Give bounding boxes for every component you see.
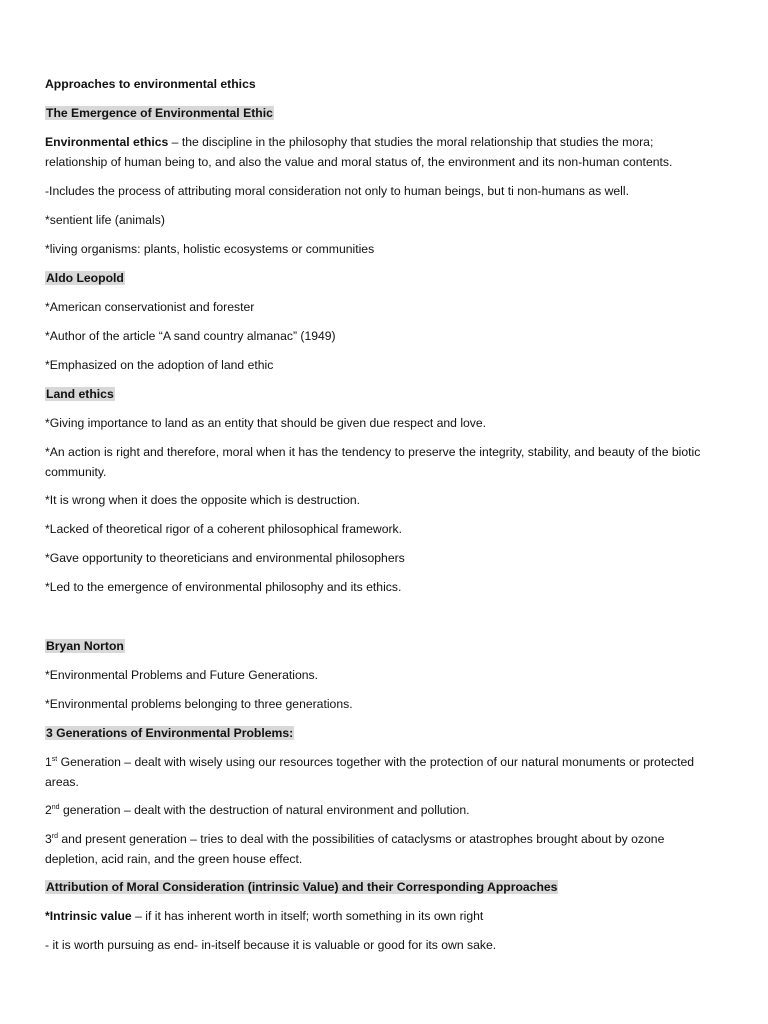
heading-attribution: Attribution of Moral Consideration (intrinsic Value) and their Corresponding Approaches [46, 880, 558, 894]
land-ethics-item: *Giving importance to land as an entity that should be given due respect and love. [45, 416, 487, 430]
land-ethics-item: *Gave opportunity to theoreticians and environmental philosophers [45, 551, 405, 565]
definition-text: – the discipline in the philosophy that studies the moral relationship that studies the mora; relationship of human being to, and also the value and moral status of, the environment and its non-human contents. [45, 135, 673, 169]
norton-item: *Environmental problems belonging to three generations. [45, 697, 353, 711]
heading-norton-line [45, 637, 125, 657]
generation-first [45, 753, 715, 792]
ordinal-suffix: st [51, 756, 58, 763]
generation-text: Generation – dealt with wisely using our resources together with the protection of our natural monuments or protected areas. [45, 755, 695, 789]
generation-second [45, 801, 469, 821]
land-ethics-item: *Led to the emergence of environmental philosophy and its ethics. [45, 580, 402, 594]
generation-number: 2 [45, 803, 52, 817]
document-title: Approaches to environmental ethics [45, 77, 256, 91]
ordinal-suffix: nd [51, 804, 60, 811]
generation-text: and present generation – tries to deal with the possibilities of cataclysms or atastrophes brought about by ozone depletion, acid rain, and the green house effect. [45, 832, 665, 866]
generation-number: 1 [45, 755, 52, 769]
leopold-item: *Emphasized on the adoption of land ethic [45, 358, 274, 372]
bullet-living-organisms: *living organisms: plants, holistic ecosystems or communities [45, 242, 375, 256]
heading-bryan-norton: Bryan Norton [46, 639, 124, 653]
norton-item: *Environmental Problems and Future Generations. [45, 668, 319, 682]
intrinsic-value-text: – if it has inherent worth in itself; worth something in its own right [131, 909, 484, 923]
heading-generations-line [45, 724, 294, 744]
land-ethics-item: *An action is right and therefore, moral when it has the tendency to preserve the integrity, stability, and beauty of the biotic community. [45, 445, 701, 479]
heading-land-ethics: Land ethics [46, 387, 114, 401]
land-ethics-item: *It is wrong when it does the opposite which is destruction. [45, 493, 361, 507]
paragraph-definition [45, 133, 715, 172]
heading-aldo-leopold: Aldo Leopold [46, 271, 124, 285]
bullet-sentient-life: *sentient life (animals) [45, 213, 165, 227]
heading-leopold-line [45, 269, 125, 289]
leopold-item: *American conservationist and forester [45, 300, 255, 314]
heading-attribution-line [45, 878, 558, 898]
ordinal-suffix: rd [51, 833, 59, 840]
leopold-item: *Author of the article “A sand country almanac” (1949) [45, 329, 336, 343]
paragraph-includes: -Includes the process of attributing moral consideration not only to human beings, but ti non-humans as well. [45, 184, 629, 198]
term-environmental-ethics: Environmental ethics [45, 135, 169, 149]
generation-number: 3 [45, 832, 52, 846]
term-intrinsic-value: *Intrinsic value [45, 909, 132, 923]
heading-land-line [45, 385, 115, 405]
generation-text: generation – dealt with the destruction of natural environment and pollution. [59, 803, 470, 817]
intrinsic-value-note: - it is worth pursuing as end- in-itself because it is valuable or good for its own sake. [45, 938, 497, 952]
heading-emergence: The Emergence of Environmental Ethic [46, 106, 273, 120]
generation-third [45, 830, 715, 869]
land-ethics-item: *Lacked of theoretical rigor of a coherent philosophical framework. [45, 522, 403, 536]
intrinsic-value-definition [45, 907, 483, 927]
heading-emergence-line [45, 104, 274, 124]
heading-three-generations: 3 Generations of Environmental Problems: [46, 726, 294, 740]
